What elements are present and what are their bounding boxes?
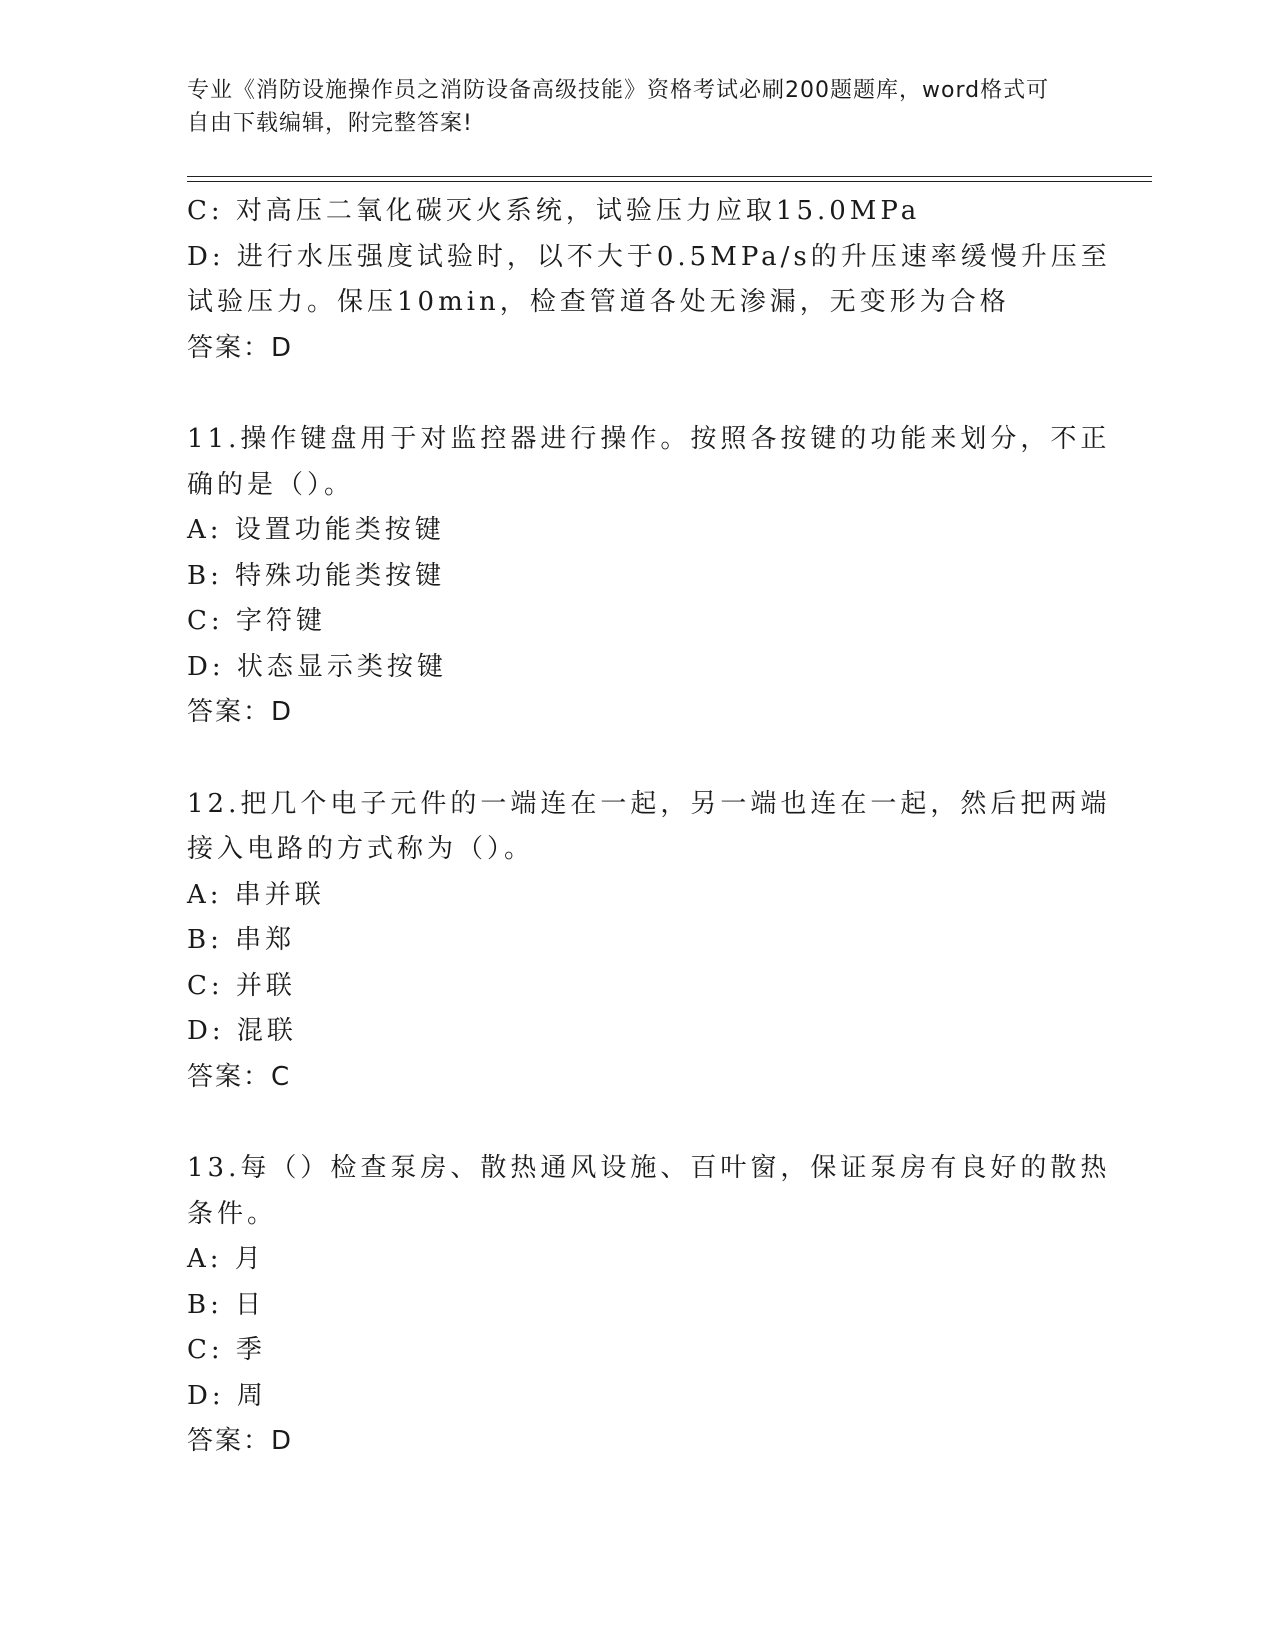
option-d-line-2: 试验压力。保压10min，检查管道各处无渗漏，无变形为合格: [187, 287, 1010, 317]
option-d: D: 状态显示类按键: [187, 651, 447, 682]
option-b: B: 串郑: [187, 925, 296, 955]
option-c: C: 季: [187, 1335, 266, 1365]
option-d: D: 周: [187, 1380, 267, 1411]
option-c: C: 对高压二氧化碳灭火系统，试验压力应取15.0MPa: [187, 196, 921, 226]
document-content: [187, 189, 1111, 1465]
question-10-tail: [187, 189, 1111, 371]
answer: 答案：D: [187, 697, 294, 727]
question-stem-line-1: 12.把几个电子元件的一端连在一起，另一端也连在一起，然后把两端: [187, 788, 1111, 819]
question-12: [187, 782, 1111, 1101]
option-d: D: 混联: [187, 1016, 297, 1046]
option-b: B: 日: [187, 1289, 266, 1320]
option-c: C: 字符键: [187, 606, 326, 636]
option-c: C: 并联: [187, 970, 296, 1001]
option-a: A: 月: [187, 1244, 265, 1274]
spacer: [187, 371, 1067, 417]
option-d-line-1: D: 进行水压强度试验时，以不大于0.5MPa/s的升压速率缓慢升压至: [187, 241, 1111, 272]
question-11: [187, 417, 1111, 736]
question-13: [187, 1146, 1111, 1465]
spacer: [187, 1100, 1067, 1146]
question-stem-line-2: 确的是（）。: [187, 469, 355, 500]
answer: 答案：C: [187, 1061, 292, 1092]
option-a: A: 设置功能类按键: [187, 515, 445, 545]
option-b: B: 特殊功能类按键: [187, 560, 446, 591]
question-stem-line-1: 13.每（）检查泵房、散热通风设施、百叶窗，保证泵房有良好的散热: [187, 1153, 1111, 1183]
question-stem-line-1: 11.操作键盘用于对监控器进行操作。按照各按键的功能来划分，不正: [187, 424, 1111, 454]
question-stem-line-2: 条件。: [187, 1198, 278, 1229]
document-header: 专业《消防设施操作员之消防设备高级技能》资格考试必刷200题题库，word格式可自由下载编辑，附完整答案!: [187, 78, 1050, 136]
question-stem-line-2: 接入电路的方式称为（）。: [187, 834, 535, 864]
answer: 答案：D: [187, 332, 294, 363]
option-a: A: 串并联: [187, 879, 325, 910]
header-rule-top: [187, 176, 1152, 177]
header-rule-bottom: [187, 181, 1152, 182]
spacer: [187, 736, 1067, 782]
answer: 答案：D: [187, 1426, 294, 1456]
